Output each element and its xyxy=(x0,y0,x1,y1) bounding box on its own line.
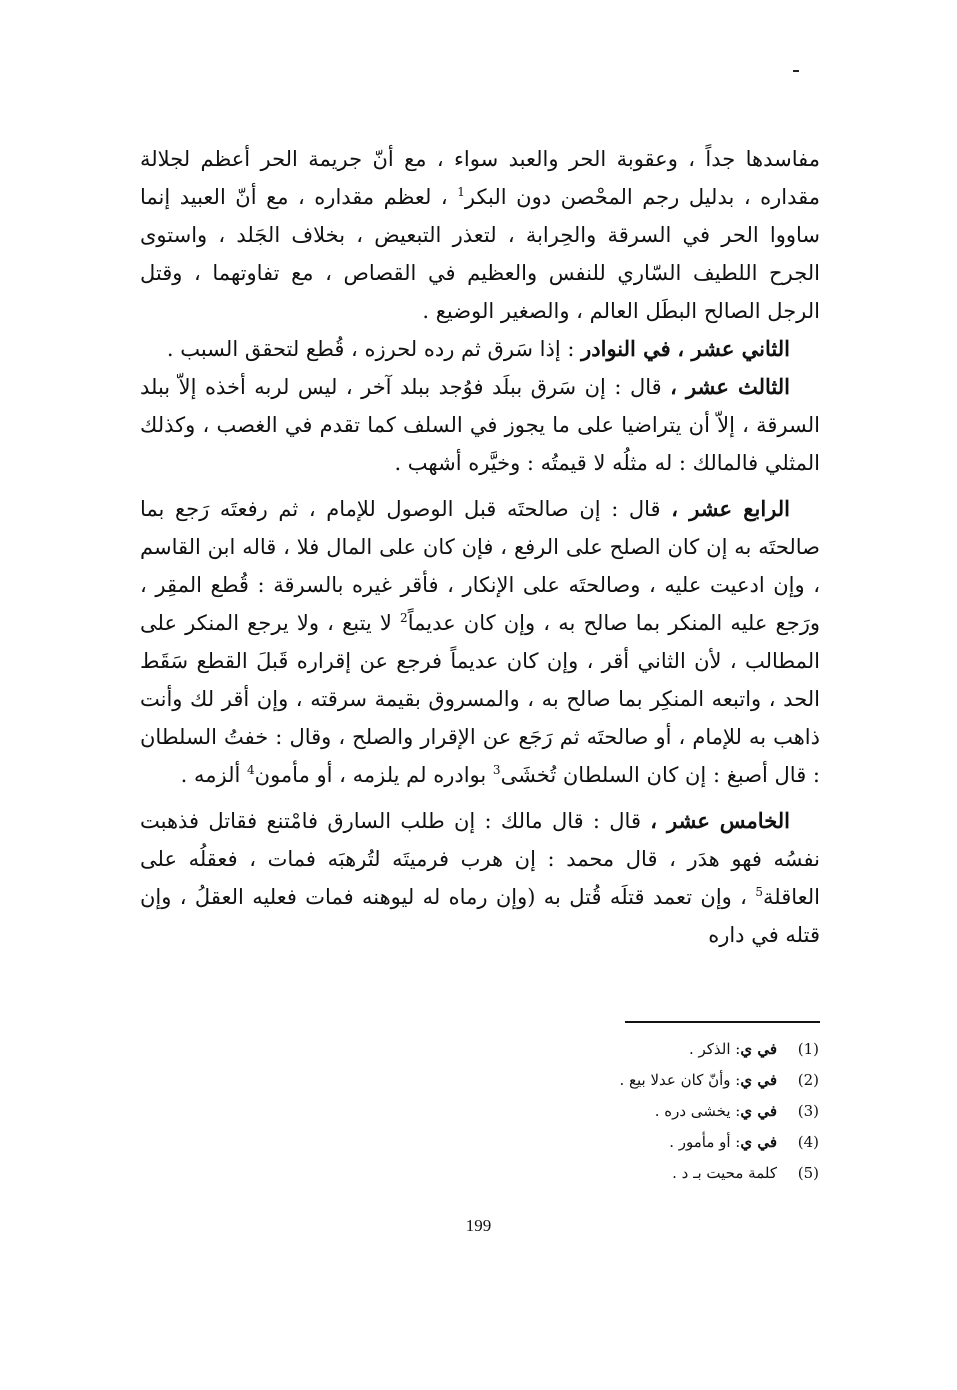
paragraph-4 xyxy=(140,490,820,794)
footnote-5 xyxy=(499,1158,819,1189)
footnote-5-number: (5) xyxy=(797,1164,819,1182)
footnote-5-text: كلمة محيت بـ د . xyxy=(672,1164,777,1182)
paragraph-5 xyxy=(140,802,820,954)
footnote-2-number: (2) xyxy=(797,1071,819,1089)
paragraph-2-text: : إذا سَرق ثم رده لحرزه ، قُطع لتحقق السبب . xyxy=(166,337,582,361)
footnote-4-label: في ي xyxy=(740,1133,777,1151)
paragraph-2-heading-b: في النوادر xyxy=(581,336,671,361)
main-text xyxy=(140,140,820,954)
paragraph-3 xyxy=(140,368,820,482)
footnote-4-number: (4) xyxy=(797,1133,819,1151)
paragraph-1 xyxy=(140,140,820,330)
paragraph-4-text-b: لا يتبع ، ولا يرجع المنكر على المطالب ، لأن الثاني أقر ، وإن كان عديماً فرجع عن إقراره قَبلَ القطع سَقَط الحد ، واتبعه المنكِر بما صالح به ، والمسروق بقيمة سرقته ، وإن أقر لك وأنت ذاهب به للإمام ، أو صالحتَه ثم رَجَع عن الإقرار والصلح ، وقال : خفتُ السلطان : قال أصبغ : إن كان السلطان تُخشَى xyxy=(140,611,820,787)
footnote-ref-2: 2 xyxy=(400,611,408,625)
paragraph-5-text-a: قال : قال مالك : إن طلب السارق فامْتنع فقاتل فذهبت نفسُه فهو هدَر ، قال محمد : إن هرب فرميتَه لتُرهبَه فمات ، فعقلُه على العاقلة xyxy=(140,809,820,909)
paragraph-4-text-a: قال : إن صالحتَه قبل الوصول للإمام ، ثم رفعتَه رَجع بما صالحتَه به إن كان الصلح على الرفع ، فإن كان على المال فلا ، قاله ابن القاسم ، وإن ادعيت عليه ، وصالحتَه على الإنكار ، فأقر غيره بالسرقة : قُطع المقِر ، ورَجع عليه المنكر بما صالح به ، وإن كان عديماً xyxy=(140,497,820,635)
footnote-ref-4: 4 xyxy=(247,763,255,777)
paragraph-1-text-b: ، لعظم مقداره ، مع أنّ العبيد إنما ساووا الحر في السرقة والحِرابة ، لتعذر التبعيض ، بخلاف الجَلد ، واستوى الجرح اللطيف السّاري للنفس والعظيم في القصاص ، مع تفاوتهما ، وقتل الرجل الصالح البطَل العالم ، والصغير الوضيع . xyxy=(140,185,820,323)
footnotes xyxy=(499,1034,819,1189)
paragraph-2 xyxy=(140,330,820,368)
footnote-3 xyxy=(499,1096,819,1127)
footnote-4 xyxy=(499,1127,819,1158)
footnote-2 xyxy=(499,1065,819,1096)
footnote-divider xyxy=(625,1021,820,1023)
stray-mark xyxy=(793,70,799,72)
footnote-2-text: : وأنّ كان عدلا بيع . xyxy=(619,1071,741,1089)
footnote-3-number: (3) xyxy=(797,1102,819,1120)
paragraph-2-heading: الثاني عشر ، xyxy=(677,336,790,361)
footnote-ref-1: 1 xyxy=(457,185,465,199)
footnote-ref-3: 3 xyxy=(492,763,501,777)
paragraph-4-text-c: بوادره لم يلزمه ، أو مأمون xyxy=(254,763,493,787)
footnote-3-label: في ي xyxy=(740,1102,777,1120)
footnote-3-text: : يخشى دره . xyxy=(654,1102,741,1120)
footnote-2-label: في ي xyxy=(740,1071,777,1089)
paragraph-4-text-d: ألزمه . xyxy=(180,763,248,787)
paragraph-1-text-a: مفاسدها جداً ، وعقوبة الحر والعبد سواء ، مع أنّ جريمة الحر أعظم لجلالة مقداره ، بدليل رجم المحْصن دون البكر xyxy=(140,147,820,209)
footnote-1-number: (1) xyxy=(797,1040,819,1058)
paragraph-5-text-b: ، وإن تعمد قتلَه قُتل به (وإن رماه له ليوهنه فمات فعليه العقلُ ، وإن قتله في داره xyxy=(140,885,820,947)
paragraph-5-heading: الخامس عشر ، xyxy=(650,808,790,833)
footnote-1-text: : الذكر . xyxy=(688,1040,741,1058)
page-number: 199 xyxy=(465,1216,492,1235)
paragraph-4-heading: الرابع عشر ، xyxy=(671,496,790,521)
footnote-ref-5: 5 xyxy=(755,885,763,899)
footnote-4-text: : أو مأمور . xyxy=(669,1133,741,1151)
footnote-1 xyxy=(499,1034,819,1065)
paragraph-3-text: قال : إن سَرق ببلَد فوُجد ببلد آخر ، ليس لربه أخذه إلاّ ببلد السرقة ، إلاّ أن يتراضيا على ما يجوز في السلف كما تقدم في الغصب ، وكذلك المثلي فالمالك : له مثلُه لا قيمتُه : وخيَّره أشهب . xyxy=(140,375,820,475)
paragraph-3-heading: الثالث عشر ، xyxy=(670,374,790,399)
footnote-1-label: في ي xyxy=(740,1040,777,1058)
